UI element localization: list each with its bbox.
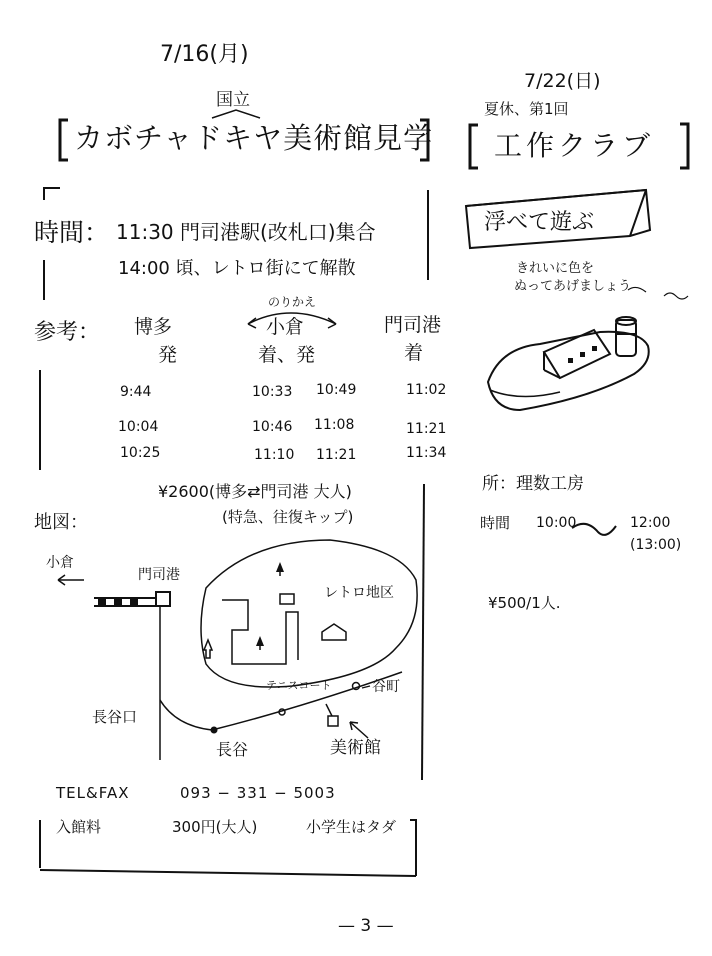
right-subtitle: 夏休、第1回 xyxy=(484,100,569,118)
timetable-cell: 11:08 xyxy=(314,417,355,433)
timetable-cell: 10:33 xyxy=(252,384,293,400)
transfer-note: のりかえ xyxy=(268,295,317,309)
craft-time-from: 10:00 xyxy=(536,515,577,531)
timetable-cell: 11:10 xyxy=(254,447,295,463)
fee-label: 入館料 xyxy=(56,818,102,836)
craft-time-to-alt: (13:00) xyxy=(630,537,682,553)
craft-club-title: 工作クラブ xyxy=(494,129,655,162)
time-label: 時間： xyxy=(34,218,110,247)
map-museum-label: 美術館 xyxy=(330,738,381,758)
timetable-cell: 9:44 xyxy=(120,384,152,400)
map-hase-label: 長谷 xyxy=(216,740,249,759)
fare-note: (特急、往復キップ) xyxy=(222,508,354,526)
timetable-cell: 10:49 xyxy=(316,382,357,398)
col-hakata-head: 博多 xyxy=(134,316,173,338)
timetable-cell: 11:21 xyxy=(316,447,357,463)
timetable-cell: 11:02 xyxy=(406,382,447,398)
meeting-time: 11:30 門司港駅(改札口)集合 xyxy=(116,220,376,244)
col-kokura-head: 小倉 xyxy=(266,316,305,338)
craft-place: 所：理数工房 xyxy=(482,474,584,494)
col-kokura-sub: 着、発 xyxy=(258,344,316,366)
timetable-cell: 10:25 xyxy=(120,445,161,461)
boat-caption-1: きれいに色を xyxy=(516,261,595,276)
craft-time-to: 12:00 xyxy=(630,515,671,531)
museum-visit-title: カボチャドキヤ美術館見学 xyxy=(74,121,434,155)
tel-label: TEL&FAX xyxy=(56,784,130,802)
map-kokura-label: 小倉 xyxy=(46,555,74,571)
boat-banner-text: 浮べて遊ぶ xyxy=(484,210,595,235)
map-label: 地図： xyxy=(34,512,88,533)
boat-caption-2: ぬってあげましょう xyxy=(514,279,632,294)
dismissal-time: 14:00 頃、レトロ街にて解散 xyxy=(118,258,356,279)
reference-label: 参考： xyxy=(34,320,101,345)
fare-line: ¥2600(博多⇄門司港 大人) xyxy=(158,482,352,501)
map-retro-label: レトロ地区 xyxy=(324,585,394,601)
map-mojiko-label: 門司港 xyxy=(138,567,180,583)
right-event-date: 7/22(日) xyxy=(524,70,601,92)
col-hakata-sub: 発 xyxy=(158,344,178,366)
page-number: — 3 — xyxy=(338,916,394,936)
col-mojiko-head: 門司港 xyxy=(384,314,442,336)
fee-child: 小学生はタダ xyxy=(306,818,397,836)
craft-time-label: 時間 xyxy=(480,514,511,532)
map-hasetaniguchi-label: 長谷口 xyxy=(92,708,138,726)
col-mojiko-sub: 着 xyxy=(404,342,424,364)
map-tennis-label: テニスコート xyxy=(266,679,332,692)
fee-adult: 300円(大人) xyxy=(172,818,258,836)
timetable-cell: 10:46 xyxy=(252,419,293,435)
timetable-cell: 10:04 xyxy=(118,419,159,435)
timetable-cell: 11:34 xyxy=(406,445,447,461)
map-taniguchi-label: 谷町 xyxy=(372,679,400,695)
timetable-cell: 11:21 xyxy=(406,421,447,437)
left-event-date: 7/16(月) xyxy=(160,42,249,67)
tel-number: 093 − 331 − 5003 xyxy=(180,784,336,802)
kokuritsu-annotation: 国立 xyxy=(216,90,250,110)
craft-price: ¥500/1人. xyxy=(488,594,561,612)
